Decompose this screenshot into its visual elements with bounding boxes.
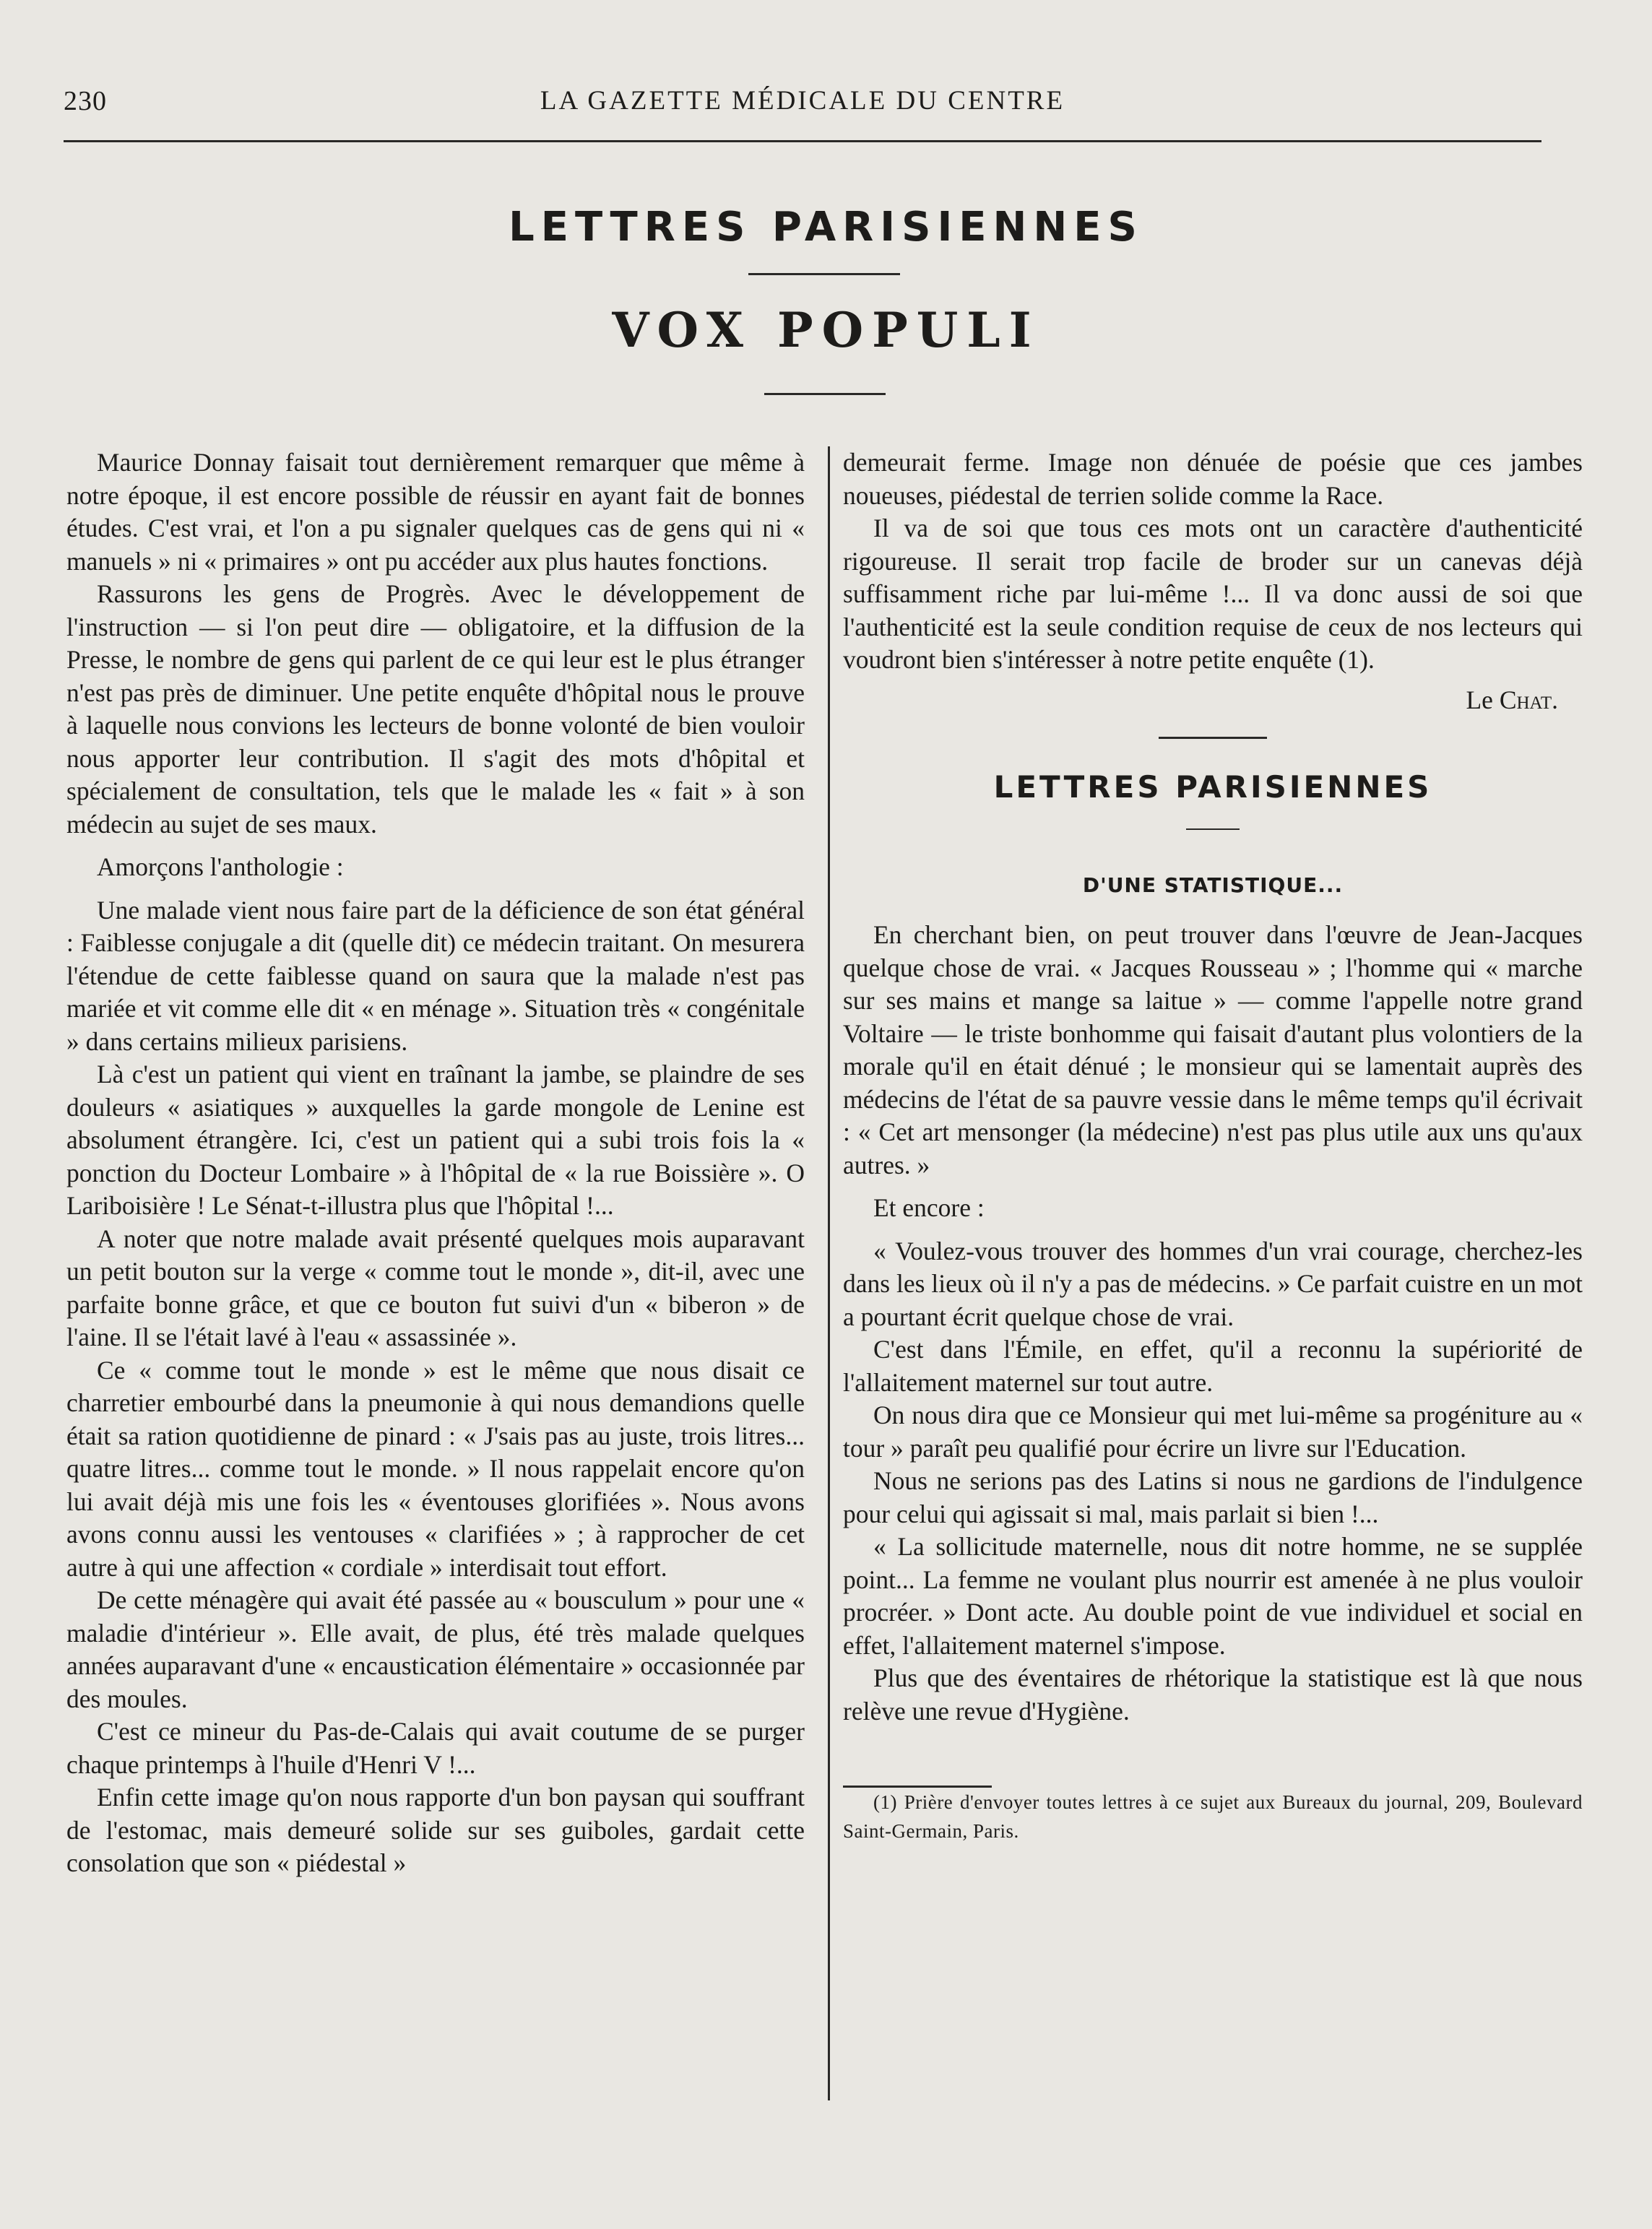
paragraph: « La sollicitude maternelle, nous dit notre homme, ne se supplée point... La femme ne voulant plus nourrir est amenée à ne plus vouloir procréer. » Dont acte. Au double point de vue individuel et social en effet, l'allaitement maternel s'impose.	[843, 1532, 1583, 1660]
paragraph: demeurait ferme. Image non dénuée de poésie que ces jambes noueuses, piédestal de terrien solide comme la Race.	[843, 448, 1583, 510]
paragraph: Plus que des éventaires de rhétorique la statistique est là que nous relève une revue d'Hygiène.	[843, 1663, 1583, 1726]
signature-name: Chat.	[1499, 685, 1558, 714]
second-article-title: LETTRES PARISIENNES	[993, 769, 1432, 805]
paragraph: Nous ne serions pas des Latins si nous ne gardions de l'indulgence pour celui qui agissait si mal, mais parlait si bien !...	[843, 1466, 1583, 1528]
paragraph: Rassurons les gens de Progrès. Avec le développement de l'instruction — si l'on peut dire — obligatoire, et la diffusion de la Presse, le nombre de gens qui parlent de ce qui leur est le plus étranger n'est pas près de diminuer. Une petite enquête d'hôpital nous le prouve à laquelle nous convions les lecteurs de bonne volonté de bien vouloir nous apporter leur contribution. Il s'agit des mots d'hôpital et spécialement de consultation, tels que le malade les « fait » à son médecin au sujet de ses maux.	[66, 579, 805, 839]
right-column	[843, 446, 1583, 1845]
paragraph: Une malade vient nous faire part de la déficience de son état général : Faiblesse conjugale a dit (quelle dit) ce médecin traitant. On mesurera l'étendue de cette faiblesse quand on saura que la malade n'est pas mariée et vit comme elle dit « en ménage ». Situation très « congénitale » dans certains milieux parisiens.	[66, 895, 805, 1056]
paragraph: Ce « comme tout le monde » est le même que nous disait ce charretier embourbé dans la pneumonie à qui nous demandions quelle était sa ration quotidienne de pinard : « J'sais pas au juste, trois litres... quatre litres... comme tout le monde. » Il nous rappelait encore qu'on lui avait déjà mis une fois les « éventouses glorifiées ». Nous avons avons connu aussi les ventouses « clarifiées » ; à rapprocher de cet autre à qui une affection « cordiale » interdisait tout effort.	[66, 1355, 805, 1582]
paragraph: Amorçons l'anthologie :	[97, 852, 344, 881]
article-subtitle: VOX POPULI	[612, 302, 1040, 358]
paragraph: Là c'est un patient qui vient en traînant la jambe, se plaindre de ses douleurs « asiatiques » auxquelles la garde mongole de Lenine est absolument étrangère. Ici, c'est un patient qui a subi trois fois la « ponction du Docteur Lombaire » à l'hôpital de « la rue Boissière ». O Lariboisière ! Le Sénat-t-illustra plus que l'hôpital !...	[66, 1060, 805, 1220]
column-divider	[828, 446, 830, 2100]
header-rule	[64, 140, 1541, 142]
second-article-subtitle: D'UNE STATISTIQUE...	[1082, 873, 1344, 897]
paragraph: De cette ménagère qui avait été passée au « bousculum » pour une « maladie d'intérieur ». Elle avait, de plus, été très malade quelques années auparavant d'une « encaustication élémentaire » occasionnée par des moules.	[66, 1585, 805, 1713]
signature	[843, 684, 1583, 717]
paragraph: Enfin cette image qu'on nous rapporte d'un bon paysan qui souffrant de l'estomac, mais demeuré solide sur ses guiboles, gardait cette consolation que son « piédestal »	[66, 1783, 805, 1877]
left-column	[66, 446, 805, 1880]
subtitle-rule	[764, 393, 886, 395]
paragraph: En cherchant bien, on peut trouver dans l'œuvre de Jean-Jacques quelque chose de vrai. « Jacques Rousseau » ; l'homme qui « marche sur ses mains et mange sa laitue » — comme l'appelle notre grand Voltaire — le triste bonhomme qui faisait d'autant plus volontiers de la morale qu'il en était dénué ; le monsieur qui se lamentait auprès des médecins de l'état de sa pauvre vessie dans le même temps qu'il écrivait : « Cet art mensonger (la médecine) n'est pas plus utile aux uns qu'aux autres. »	[843, 920, 1583, 1180]
paragraph: On nous dira que ce Monsieur qui met lui-même sa progéniture au « tour » paraît peu qualifié pour écrire un livre sur l'Education.	[843, 1401, 1583, 1463]
article-title: LETTRES PARISIENNES	[509, 204, 1143, 251]
signature-prefix: Le	[1466, 685, 1493, 714]
section-dash	[1186, 828, 1240, 830]
paragraph: « Voulez-vous trouver des hommes d'un vrai courage, cherchez-les dans les lieux où il n'y a pas de médecins. » Ce parfait cuistre en un mot a pourtant écrit quelque chose de vrai.	[843, 1236, 1583, 1331]
paragraph: Maurice Donnay faisait tout dernièrement remarquer que même à notre époque, il est encore possible de réussir en ayant fait de bonnes études. C'est vrai, et l'on a pu signaler quelques cas de gens qui ni « manuels » ni « primaires » ont pu accéder aux plus hautes fonctions.	[66, 448, 805, 576]
paragraph: A noter que notre malade avait présenté quelques mois auparavant un petit bouton sur la verge « comme tout le monde », dit-il, avec une parfaite bonne grâce, et que ce bouton fut suivi d'un « biberon » de l'aine. Il se l'était lavé à l'eau « assassinée ».	[66, 1224, 805, 1351]
footnote: (1) Prière d'envoyer toutes lettres à ce sujet aux Bureaux du journal, 209, Boulevard Saint-Germain, Paris.	[843, 1791, 1583, 1842]
paragraph: C'est dans l'Émile, en effet, qu'il a reconnu la supériorité de l'allaitement maternel sur tout autre.	[843, 1335, 1583, 1397]
title-rule	[748, 273, 900, 275]
page-header	[64, 85, 1541, 129]
paragraph: Et encore :	[873, 1193, 985, 1222]
paragraph: C'est ce mineur du Pas-de-Calais qui avait coutume de se purger chaque printemps à l'huile d'Henri V !...	[66, 1717, 805, 1779]
running-title: LA GAZETTE MÉDICALE DU CENTRE	[540, 86, 1065, 116]
paragraph: Il va de soi que tous ces mots ont un caractère d'authenticité rigoureuse. Il serait trop facile de broder sur un canevas déjà suffisamment riche par lui-même !... Il va donc aussi de soi que l'authenticité est la seule condition requise de ceux de nos lecteurs qui voudront bien s'intéresser à notre petite enquête (1).	[843, 514, 1583, 674]
section-rule	[1159, 737, 1267, 739]
page-number: 230	[64, 86, 107, 116]
